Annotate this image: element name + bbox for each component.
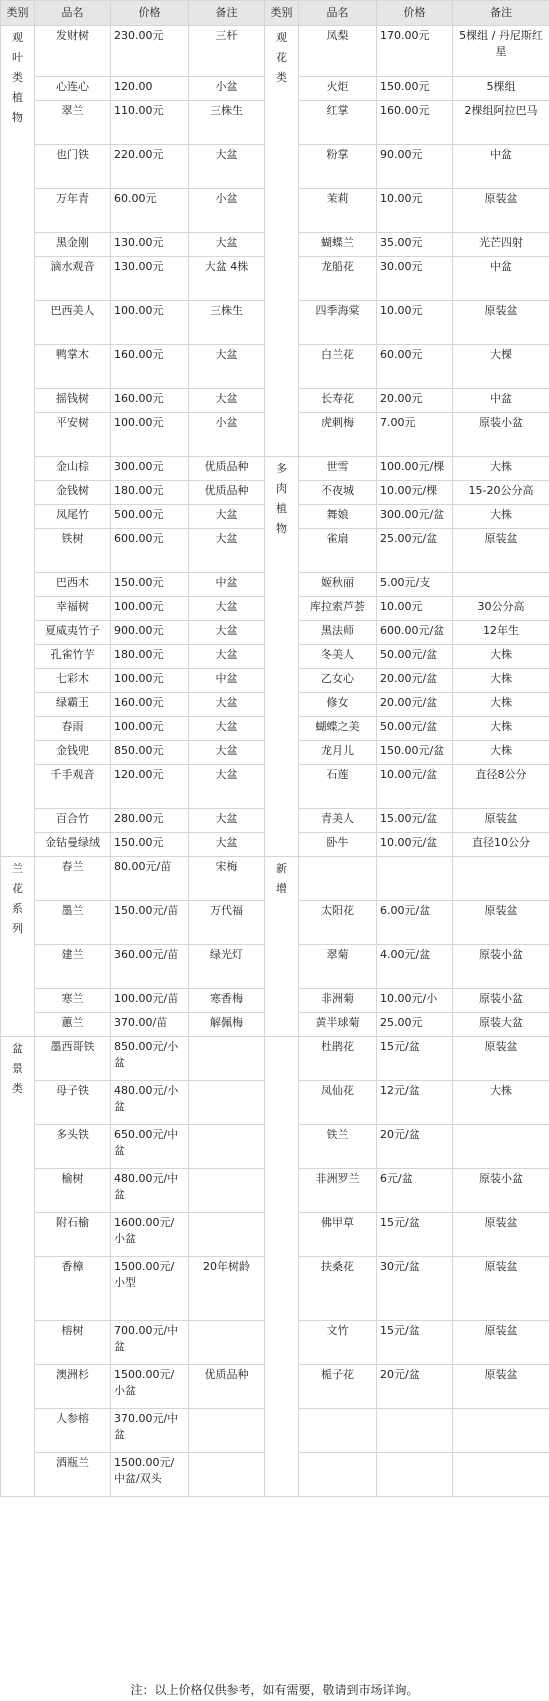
price-right: 25.00元/盆 xyxy=(377,529,453,573)
note-right: 原装盆 xyxy=(453,189,549,233)
plant-name-left: 金钻曼绿绒 xyxy=(35,833,111,857)
plant-name-left: 榕树 xyxy=(35,1321,111,1365)
plant-name-right: 不夜城 xyxy=(299,481,377,505)
price-left: 650.00元/中盆 xyxy=(111,1125,189,1169)
plant-name-right: 太阳花 xyxy=(299,901,377,945)
price-left: 160.00元 xyxy=(111,693,189,717)
category-cell-right xyxy=(265,857,299,1037)
table-row xyxy=(1,26,549,77)
price-right: 5.00元/支 xyxy=(377,573,453,597)
price-right xyxy=(377,1453,453,1497)
note-right: 原装盆 xyxy=(453,1037,549,1081)
price-right: 25.00元 xyxy=(377,1013,453,1037)
plant-name-right: 栀子花 xyxy=(299,1365,377,1409)
price-left: 130.00元 xyxy=(111,257,189,301)
plant-name-right: 乙女心 xyxy=(299,669,377,693)
note-left: 大盆 xyxy=(189,765,265,809)
plant-name-left: 多头铁 xyxy=(35,1125,111,1169)
table-header-row xyxy=(1,1,549,26)
note-right: 原装盆 xyxy=(453,1365,549,1409)
price-left: 160.00元 xyxy=(111,345,189,389)
note-left: 优质品种 xyxy=(189,1365,265,1409)
note-right: 原装盆 xyxy=(453,529,549,573)
plant-name-right xyxy=(299,857,377,901)
note-right: 原装盆 xyxy=(453,301,549,345)
price-right: 6.00元/盆 xyxy=(377,901,453,945)
header-category-left: 类别 xyxy=(1,1,35,26)
note-right: 原装小盆 xyxy=(453,945,549,989)
plant-name-right: 凤梨 xyxy=(299,26,377,77)
price-left: 360.00元/苗 xyxy=(111,945,189,989)
plant-name-right: 世雪 xyxy=(299,457,377,481)
note-right: 大株 xyxy=(453,1081,549,1125)
plant-name-left: 春雨 xyxy=(35,717,111,741)
plant-name-left: 也门铁 xyxy=(35,145,111,189)
note-right: 15-20公分高 xyxy=(453,481,549,505)
note-left: 三株生 xyxy=(189,101,265,145)
price-left: 100.00元/苗 xyxy=(111,989,189,1013)
category-label: 盆景类 xyxy=(12,1042,23,1095)
note-left xyxy=(189,1453,265,1497)
header-price-left: 价格 xyxy=(111,1,189,26)
price-right: 4.00元/盆 xyxy=(377,945,453,989)
price-right: 10.00元/盆 xyxy=(377,765,453,809)
header-price-right: 价格 xyxy=(377,1,453,26)
note-left xyxy=(189,1321,265,1365)
price-left: 80.00元/苗 xyxy=(111,857,189,901)
note-left: 大盆 xyxy=(189,233,265,257)
plant-name-right: 虎刺梅 xyxy=(299,413,377,457)
plant-name-left: 摇钱树 xyxy=(35,389,111,413)
note-left: 三株生 xyxy=(189,301,265,345)
plant-name-left: 香樟 xyxy=(35,1257,111,1321)
note-right: 原装盆 xyxy=(453,809,549,833)
price-right: 6元/盆 xyxy=(377,1169,453,1213)
note-left: 中盆 xyxy=(189,573,265,597)
header-note-left: 备注 xyxy=(189,1,265,26)
note-left: 大盆 xyxy=(189,621,265,645)
price-right: 10.00元 xyxy=(377,301,453,345)
plant-name-right: 非洲菊 xyxy=(299,989,377,1013)
price-right: 100.00元/棵 xyxy=(377,457,453,481)
price-left: 370.00元/中盆 xyxy=(111,1409,189,1453)
table-row xyxy=(1,457,549,481)
note-left xyxy=(189,1081,265,1125)
header-category-right: 类别 xyxy=(265,1,299,26)
price-right: 10.00元/小 xyxy=(377,989,453,1013)
header-name-right: 品名 xyxy=(299,1,377,26)
price-right: 10.00元/棵 xyxy=(377,481,453,505)
note-right xyxy=(453,1125,549,1169)
note-right: 原装小盆 xyxy=(453,413,549,457)
note-right: 大株 xyxy=(453,717,549,741)
price-left: 480.00元/中盆 xyxy=(111,1169,189,1213)
note-left: 优质品种 xyxy=(189,457,265,481)
plant-name-left: 墨兰 xyxy=(35,901,111,945)
plant-name-right: 凤仙花 xyxy=(299,1081,377,1125)
category-cell-left xyxy=(1,857,35,1037)
plant-name-right: 铁兰 xyxy=(299,1125,377,1169)
note-right: 5棵组 xyxy=(453,77,549,101)
note-left: 大盆 xyxy=(189,717,265,741)
plant-name-right: 卧牛 xyxy=(299,833,377,857)
note-right: 大株 xyxy=(453,741,549,765)
plant-name-right: 舞娘 xyxy=(299,505,377,529)
note-right: 5棵组 / 丹尼斯红星 xyxy=(453,26,549,77)
category-cell-right xyxy=(265,26,299,457)
price-right: 15元/盆 xyxy=(377,1037,453,1081)
plant-name-right: 修女 xyxy=(299,693,377,717)
category-cell-right xyxy=(265,1037,299,1497)
note-left xyxy=(189,1169,265,1213)
price-left: 100.00元 xyxy=(111,669,189,693)
note-left: 优质品种 xyxy=(189,481,265,505)
plant-name-left: 人参榕 xyxy=(35,1409,111,1453)
note-left xyxy=(189,1213,265,1257)
plant-name-right: 库拉索芦荟 xyxy=(299,597,377,621)
plant-name-left: 金钱兜 xyxy=(35,741,111,765)
header-note-right: 备注 xyxy=(453,1,549,26)
note-right: 大棵 xyxy=(453,345,549,389)
price-left: 1500.00元/小盆 xyxy=(111,1365,189,1409)
footnote: 注：以上价格仅供参考，如有需要，敬请到市场详询。 xyxy=(130,1683,419,1697)
note-left: 大盆 4株 xyxy=(189,257,265,301)
plant-name-right: 火炬 xyxy=(299,77,377,101)
note-left: 宋梅 xyxy=(189,857,265,901)
plant-name-left: 万年青 xyxy=(35,189,111,233)
price-right: 10.00元/盆 xyxy=(377,833,453,857)
price-right: 10.00元 xyxy=(377,189,453,233)
note-right: 大株 xyxy=(453,457,549,481)
plant-name-left: 金山棕 xyxy=(35,457,111,481)
price-left: 100.00元 xyxy=(111,301,189,345)
note-right: 原装盆 xyxy=(453,1257,549,1321)
price-right xyxy=(377,1409,453,1453)
category-label: 多肉植物 xyxy=(276,462,287,535)
plant-name-left: 金钱树 xyxy=(35,481,111,505)
note-left: 大盆 xyxy=(189,345,265,389)
note-right: 2棵组阿拉巴马 xyxy=(453,101,549,145)
note-right: 原装大盆 xyxy=(453,1013,549,1037)
plant-name-right: 龙月儿 xyxy=(299,741,377,765)
plant-name-right: 红掌 xyxy=(299,101,377,145)
plant-name-left: 发财树 xyxy=(35,26,111,77)
plant-name-left: 心连心 xyxy=(35,77,111,101)
price-left: 280.00元 xyxy=(111,809,189,833)
plant-name-left: 酒瓶兰 xyxy=(35,1453,111,1497)
price-left: 120.00 xyxy=(111,77,189,101)
price-left: 110.00元 xyxy=(111,101,189,145)
price-left: 1500.00元/小型 xyxy=(111,1257,189,1321)
note-left: 大盆 xyxy=(189,389,265,413)
plant-name-left: 千手观音 xyxy=(35,765,111,809)
note-right: 大株 xyxy=(453,693,549,717)
plant-name-left: 凤尾竹 xyxy=(35,505,111,529)
plant-name-right: 扶桑花 xyxy=(299,1257,377,1321)
table-row xyxy=(1,1037,549,1081)
note-right: 原装盆 xyxy=(453,1321,549,1365)
price-left: 150.00元 xyxy=(111,573,189,597)
plant-name-right: 雀扇 xyxy=(299,529,377,573)
price-right: 30元/盆 xyxy=(377,1257,453,1321)
price-left: 480.00元/小盆 xyxy=(111,1081,189,1125)
plant-name-left: 蕙兰 xyxy=(35,1013,111,1037)
price-right: 15.00元/盆 xyxy=(377,809,453,833)
note-left: 大盆 xyxy=(189,645,265,669)
price-left: 850.00元 xyxy=(111,741,189,765)
price-left: 230.00元 xyxy=(111,26,189,77)
price-left: 120.00元 xyxy=(111,765,189,809)
price-right: 300.00元/盆 xyxy=(377,505,453,529)
note-left: 小盆 xyxy=(189,77,265,101)
category-label: 观叶类植物 xyxy=(12,31,23,124)
price-right: 600.00元/盆 xyxy=(377,621,453,645)
price-right: 170.00元 xyxy=(377,26,453,77)
note-right xyxy=(453,857,549,901)
price-right: 50.00元/盆 xyxy=(377,645,453,669)
category-cell-left xyxy=(1,1037,35,1497)
plant-name-right: 四季海棠 xyxy=(299,301,377,345)
note-left: 万代福 xyxy=(189,901,265,945)
note-right xyxy=(453,573,549,597)
note-right: 大株 xyxy=(453,505,549,529)
note-right: 中盆 xyxy=(453,389,549,413)
price-right: 20元/盆 xyxy=(377,1365,453,1409)
note-left: 20年树龄 xyxy=(189,1257,265,1321)
plant-name-right xyxy=(299,1409,377,1453)
plant-name-right: 佛甲草 xyxy=(299,1213,377,1257)
price-left: 900.00元 xyxy=(111,621,189,645)
price-right: 20.00元/盆 xyxy=(377,669,453,693)
plant-name-right: 青美人 xyxy=(299,809,377,833)
price-right: 90.00元 xyxy=(377,145,453,189)
price-left: 600.00元 xyxy=(111,529,189,573)
note-right xyxy=(453,1453,549,1497)
plant-name-left: 百合竹 xyxy=(35,809,111,833)
note-right: 原装盆 xyxy=(453,1213,549,1257)
plant-name-left: 幸福树 xyxy=(35,597,111,621)
plant-name-left: 黑金刚 xyxy=(35,233,111,257)
price-left: 180.00元 xyxy=(111,645,189,669)
plant-name-right: 姬秋丽 xyxy=(299,573,377,597)
note-left: 大盆 xyxy=(189,693,265,717)
price-right: 15元/盆 xyxy=(377,1213,453,1257)
plant-name-right: 黑法师 xyxy=(299,621,377,645)
price-right: 35.00元 xyxy=(377,233,453,257)
note-left: 大盆 xyxy=(189,597,265,621)
note-left: 绿光灯 xyxy=(189,945,265,989)
plant-name-right: 蝴蝶之美 xyxy=(299,717,377,741)
note-right: 原装小盆 xyxy=(453,989,549,1013)
note-right: 大株 xyxy=(453,645,549,669)
price-left: 100.00元 xyxy=(111,717,189,741)
plant-name-right: 茉莉 xyxy=(299,189,377,233)
plant-name-left: 鸭掌木 xyxy=(35,345,111,389)
note-left: 解佩梅 xyxy=(189,1013,265,1037)
plant-name-left: 春兰 xyxy=(35,857,111,901)
plant-name-left: 榆树 xyxy=(35,1169,111,1213)
category-label: 兰花系列 xyxy=(12,862,23,935)
plant-name-left: 建兰 xyxy=(35,945,111,989)
price-left: 220.00元 xyxy=(111,145,189,189)
note-right: 12年生 xyxy=(453,621,549,645)
category-cell-left xyxy=(1,26,35,857)
plant-name-left: 墨西哥铁 xyxy=(35,1037,111,1081)
price-right: 150.00元/盆 xyxy=(377,741,453,765)
plant-name-right: 蝴蝶兰 xyxy=(299,233,377,257)
plant-name-right: 粉掌 xyxy=(299,145,377,189)
price-left: 1500.00元/中盆/双头 xyxy=(111,1453,189,1497)
price-right xyxy=(377,857,453,901)
plant-name-right: 非洲罗兰 xyxy=(299,1169,377,1213)
price-left: 150.00元 xyxy=(111,833,189,857)
plant-name-left: 巴西美人 xyxy=(35,301,111,345)
price-left: 100.00元 xyxy=(111,413,189,457)
plant-name-left: 滴水观音 xyxy=(35,257,111,301)
note-right: 原装盆 xyxy=(453,901,549,945)
price-left: 500.00元 xyxy=(111,505,189,529)
table-row xyxy=(1,857,549,901)
note-right: 30公分高 xyxy=(453,597,549,621)
price-left: 700.00元/中盆 xyxy=(111,1321,189,1365)
plant-name-left: 绿霸王 xyxy=(35,693,111,717)
note-left: 大盆 xyxy=(189,505,265,529)
table-body xyxy=(1,26,549,1497)
category-label: 观花类 xyxy=(276,31,287,84)
note-right: 直径8公分 xyxy=(453,765,549,809)
note-right: 中盆 xyxy=(453,145,549,189)
price-right: 20.00元/盆 xyxy=(377,693,453,717)
price-right: 12元/盆 xyxy=(377,1081,453,1125)
note-right: 大株 xyxy=(453,669,549,693)
price-right: 20元/盆 xyxy=(377,1125,453,1169)
note-left: 小盆 xyxy=(189,413,265,457)
plant-name-left: 夏威夷竹子 xyxy=(35,621,111,645)
note-right: 直径10公分 xyxy=(453,833,549,857)
plant-name-left: 平安树 xyxy=(35,413,111,457)
note-left xyxy=(189,1125,265,1169)
note-right xyxy=(453,1409,549,1453)
price-right: 150.00元 xyxy=(377,77,453,101)
price-left: 370.00/苗 xyxy=(111,1013,189,1037)
price-left: 160.00元 xyxy=(111,389,189,413)
price-right: 50.00元/盆 xyxy=(377,717,453,741)
price-right: 30.00元 xyxy=(377,257,453,301)
plant-name-right: 石莲 xyxy=(299,765,377,809)
plant-name-left: 寒兰 xyxy=(35,989,111,1013)
note-left: 大盆 xyxy=(189,529,265,573)
note-left: 大盆 xyxy=(189,809,265,833)
note-right: 光芒四射 xyxy=(453,233,549,257)
price-right: 10.00元 xyxy=(377,597,453,621)
price-left: 100.00元 xyxy=(111,597,189,621)
plant-name-right: 杜鹃花 xyxy=(299,1037,377,1081)
note-left xyxy=(189,1037,265,1081)
price-left: 60.00元 xyxy=(111,189,189,233)
price-left: 300.00元 xyxy=(111,457,189,481)
note-left: 中盆 xyxy=(189,669,265,693)
plant-name-right: 黄半球菊 xyxy=(299,1013,377,1037)
note-left: 三杆 xyxy=(189,26,265,77)
plant-name-right: 翠菊 xyxy=(299,945,377,989)
price-left: 130.00元 xyxy=(111,233,189,257)
header-name-left: 品名 xyxy=(35,1,111,26)
price-left: 850.00元/小盆 xyxy=(111,1037,189,1081)
category-label: 新增 xyxy=(276,862,287,895)
plant-name-right xyxy=(299,1453,377,1497)
price-right: 60.00元 xyxy=(377,345,453,389)
plant-name-right: 长寿花 xyxy=(299,389,377,413)
note-left: 大盆 xyxy=(189,741,265,765)
price-right: 7.00元 xyxy=(377,413,453,457)
plant-name-right: 文竹 xyxy=(299,1321,377,1365)
note-right: 原装小盆 xyxy=(453,1169,549,1213)
plant-name-left: 母子铁 xyxy=(35,1081,111,1125)
plant-name-right: 冬美人 xyxy=(299,645,377,669)
plant-name-left: 孔雀竹芋 xyxy=(35,645,111,669)
note-left: 小盆 xyxy=(189,189,265,233)
plant-name-left: 附石榆 xyxy=(35,1213,111,1257)
note-left: 大盆 xyxy=(189,145,265,189)
price-right: 160.00元 xyxy=(377,101,453,145)
price-left: 180.00元 xyxy=(111,481,189,505)
note-left xyxy=(189,1409,265,1453)
plant-name-left: 翠兰 xyxy=(35,101,111,145)
price-right: 20.00元 xyxy=(377,389,453,413)
plant-name-right: 龙船花 xyxy=(299,257,377,301)
note-left: 寒香梅 xyxy=(189,989,265,1013)
price-left: 1600.00元/小盆 xyxy=(111,1213,189,1257)
plant-name-left: 澳洲杉 xyxy=(35,1365,111,1409)
note-left: 大盆 xyxy=(189,833,265,857)
plant-name-left: 七彩木 xyxy=(35,669,111,693)
price-right: 15元/盆 xyxy=(377,1321,453,1365)
category-cell-right xyxy=(265,457,299,857)
plant-name-left: 铁树 xyxy=(35,529,111,573)
plant-name-right: 白兰花 xyxy=(299,345,377,389)
note-right: 中盆 xyxy=(453,257,549,301)
price-left: 150.00元/苗 xyxy=(111,901,189,945)
plant-name-left: 巴西木 xyxy=(35,573,111,597)
